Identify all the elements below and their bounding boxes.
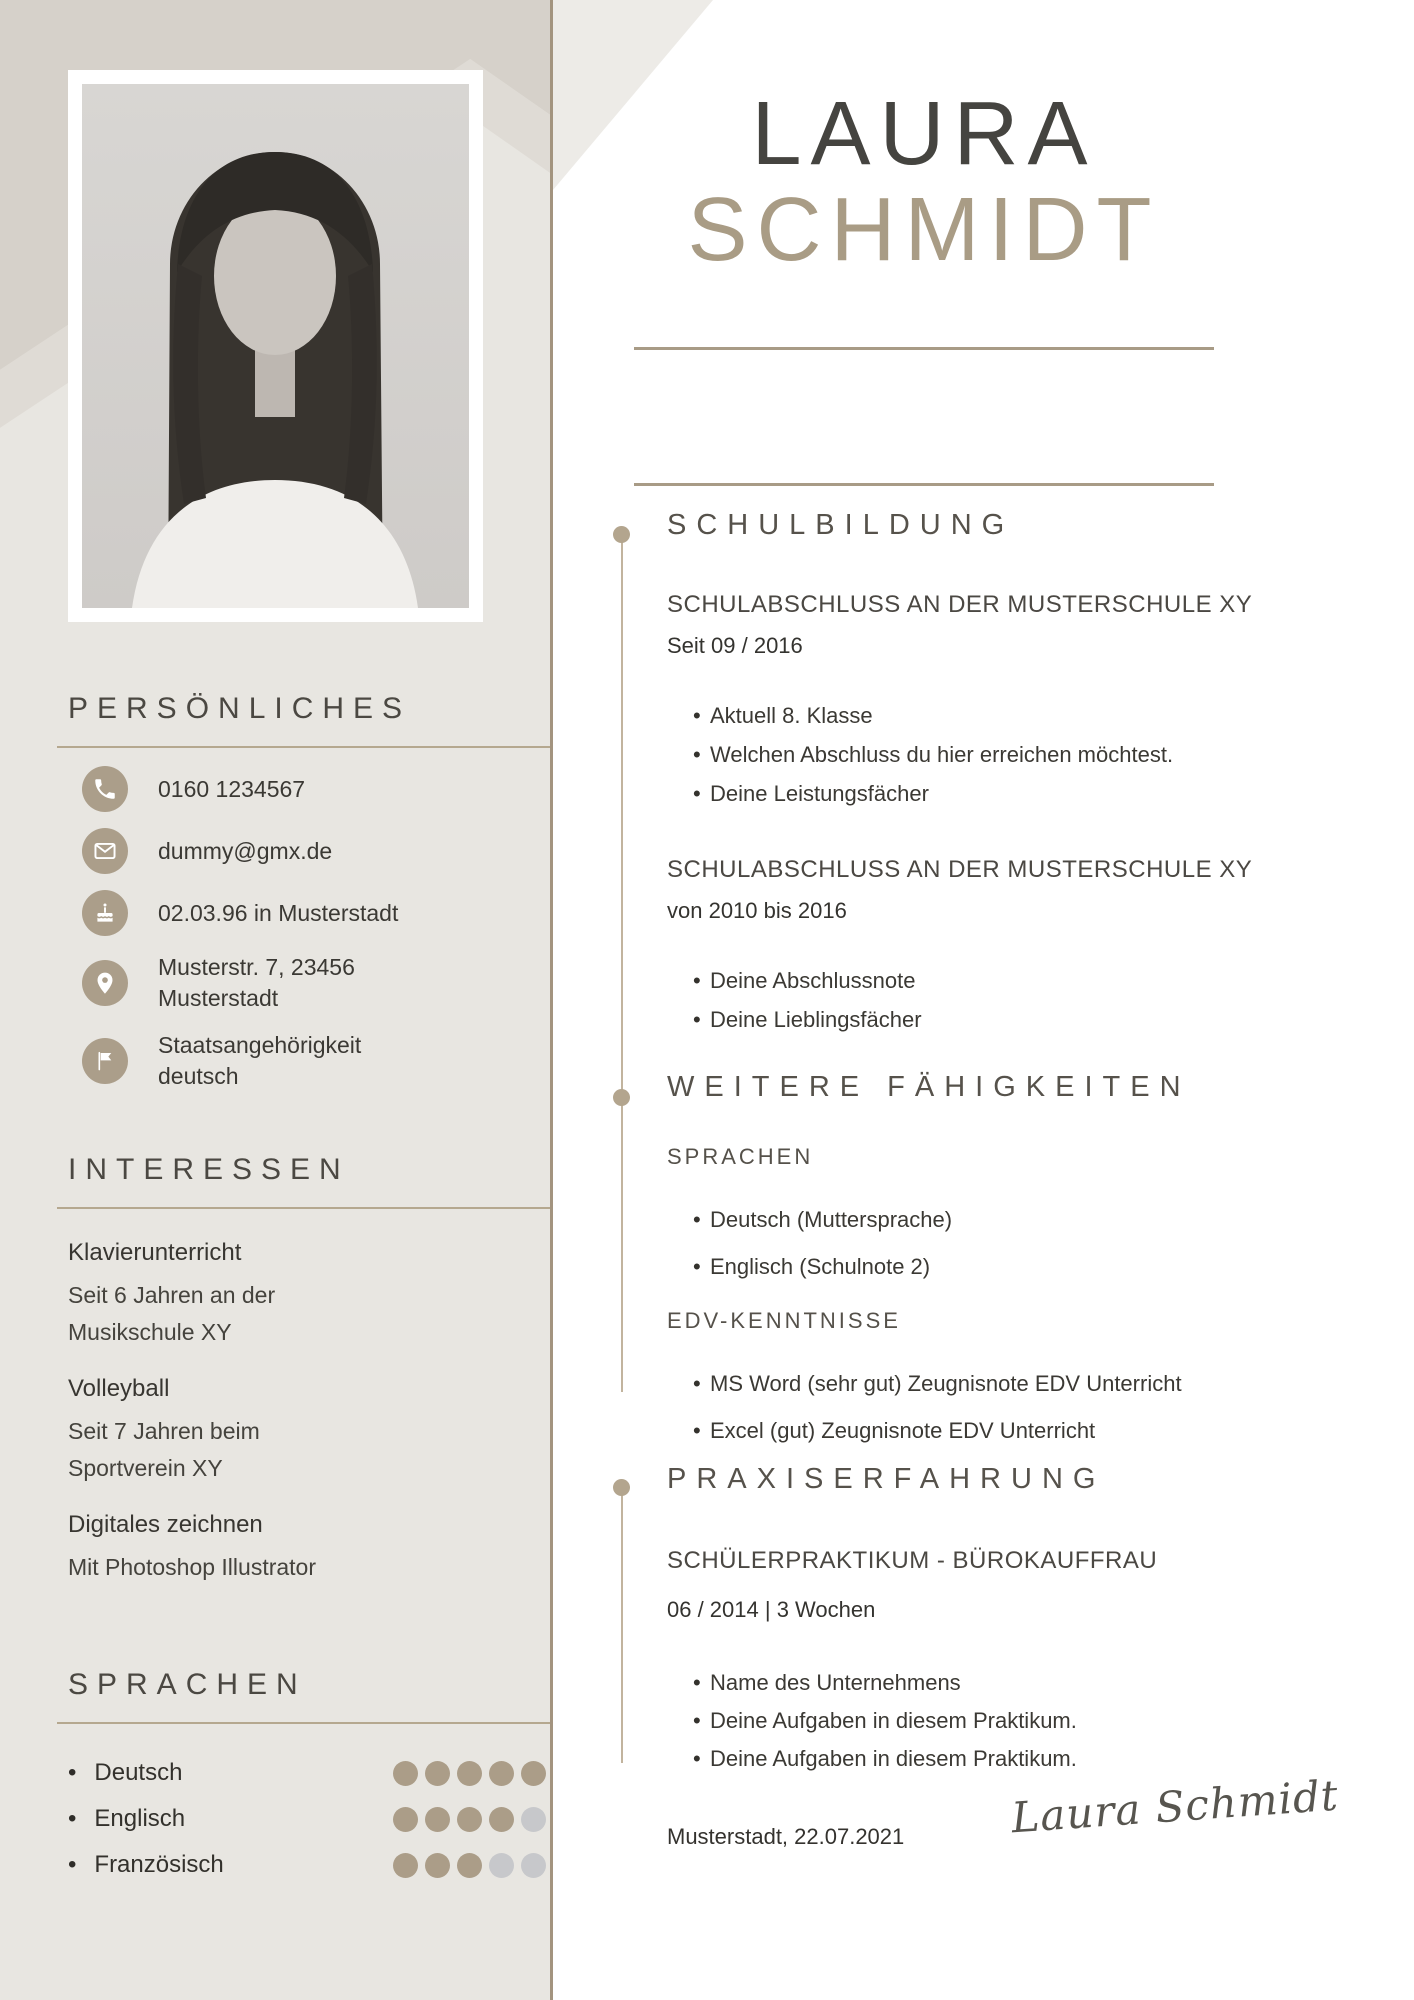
bullet-item: • Deine Aufgaben in diesem Praktikum. <box>667 1740 1307 1778</box>
contact-address-line2: Musterstadt <box>158 985 279 1011</box>
experience-title: PRAXISERFAHRUNG <box>667 1463 1106 1495</box>
rating-dot <box>457 1853 482 1878</box>
timeline-dot-skills <box>613 1089 630 1106</box>
entry-heading: SCHULABSCHLUSS AN DER MUSTERSCHULE XY <box>667 856 1253 883</box>
section-interests <box>57 1153 550 1610</box>
signature: Laura Schmidt <box>1009 1770 1341 1843</box>
language-rating <box>393 1853 546 1878</box>
language-row <box>68 1750 550 1796</box>
section-personal <box>57 692 550 1092</box>
contact-row-email <box>82 828 550 874</box>
birthday-cake-icon <box>82 890 128 936</box>
skills-title: WEITERE FÄHIGKEITEN <box>667 1071 1191 1103</box>
group-bullets <box>667 1196 1307 1290</box>
interest-desc <box>68 1277 550 1351</box>
entry-period: Seit 09 / 2016 <box>667 633 803 658</box>
contact-row-address <box>82 952 550 1014</box>
group-heading: EDV-KENNTNISSE <box>667 1308 901 1333</box>
interests-rule <box>57 1207 550 1209</box>
rating-dot <box>521 1853 546 1878</box>
languages-title: SPRACHEN <box>68 1668 307 1701</box>
language-row <box>68 1842 550 1888</box>
rating-dot <box>457 1761 482 1786</box>
language-rating <box>393 1807 546 1832</box>
vertical-divider-line <box>550 0 553 2000</box>
rating-dot <box>393 1853 418 1878</box>
bullet-item: • Deine Lieblingsfächer <box>667 1000 1307 1039</box>
bullet-item: • MS Word (sehr gut) Zeugnisnote EDV Unterricht <box>667 1360 1307 1407</box>
interest-desc-line1: Mit Photoshop Illustrator <box>68 1554 317 1580</box>
language-list <box>68 1750 550 1888</box>
bullet-item: • Deutsch (Muttersprache) <box>667 1196 1307 1243</box>
rating-dot <box>425 1761 450 1786</box>
timeline-line-2 <box>621 1487 623 1763</box>
interest-name: Klavierunterricht <box>68 1239 242 1266</box>
bullet-item: • Aktuell 8. Klasse <box>667 696 1307 735</box>
rating-dot <box>489 1807 514 1832</box>
flag-icon <box>82 1038 128 1084</box>
contact-nationality-line1: Staatsangehörigkeit <box>158 1032 362 1058</box>
bullet-marker: • <box>68 1851 77 1878</box>
bullet-item: • Welchen Abschluss du hier erreichen möchtest. <box>667 735 1307 774</box>
rating-dot <box>521 1807 546 1832</box>
section-languages <box>57 1668 550 1888</box>
interest-desc <box>68 1549 550 1586</box>
contact-email: dummy@gmx.de <box>158 837 333 864</box>
interest-desc-line1: Seit 6 Jahren an der <box>68 1282 276 1308</box>
contact-nationality-line2: deutsch <box>158 1063 239 1089</box>
contact-list <box>82 766 550 1092</box>
contact-address <box>158 952 355 1014</box>
interest-item <box>68 1239 550 1351</box>
interest-item <box>68 1511 550 1586</box>
interest-name: Digitales zeichnen <box>68 1511 263 1538</box>
contact-row-birthday <box>82 890 550 936</box>
section-skills <box>667 1070 1307 1454</box>
entry-bullets <box>667 696 1307 813</box>
language-label: Deutsch <box>94 1759 183 1786</box>
rating-dot <box>521 1761 546 1786</box>
location-pin-icon <box>82 960 128 1006</box>
interest-desc-line2: Musikschule XY <box>68 1319 232 1345</box>
rating-dot <box>457 1807 482 1832</box>
group-heading: SPRACHEN <box>667 1144 814 1169</box>
rating-dot <box>489 1853 514 1878</box>
bullet-marker: • <box>68 1805 77 1832</box>
name-underline-2 <box>634 483 1214 486</box>
name-block <box>634 86 1214 278</box>
group-bullets <box>667 1360 1307 1454</box>
portrait-illustration <box>82 84 469 608</box>
rating-dot <box>489 1761 514 1786</box>
phone-icon <box>82 766 128 812</box>
entry-bullets <box>667 1664 1307 1778</box>
personal-rule <box>57 746 550 748</box>
interests-title: INTERESSEN <box>68 1153 350 1186</box>
interest-desc-line2: Sportverein XY <box>68 1455 223 1481</box>
bullet-item: • Englisch (Schulnote 2) <box>667 1243 1307 1290</box>
bullet-item: • Deine Abschlussnote <box>667 961 1307 1000</box>
portrait-photo <box>68 70 483 622</box>
bullet-marker: • <box>68 1759 77 1786</box>
interest-name: Volleyball <box>68 1375 170 1402</box>
bullet-item: • Excel (gut) Zeugnisnote EDV Unterricht <box>667 1407 1307 1454</box>
name-underline-1 <box>634 347 1214 350</box>
last-name: SCHMIDT <box>687 180 1161 280</box>
rating-dot <box>425 1853 450 1878</box>
language-row <box>68 1796 550 1842</box>
section-experience <box>667 1462 1307 1778</box>
interest-desc-line1: Seit 7 Jahren beim <box>68 1418 260 1444</box>
entry-heading: SCHULABSCHLUSS AN DER MUSTERSCHULE XY <box>667 591 1253 618</box>
entry-heading: SCHÜLERPRAKTIKUM - BÜROKAUFFRAU <box>667 1547 1158 1574</box>
timeline-dot-experience <box>613 1479 630 1496</box>
bullet-item: • Deine Leistungsfächer <box>667 774 1307 813</box>
rating-dot <box>425 1807 450 1832</box>
entry-period: 06 / 2014 | 3 Wochen <box>667 1597 876 1622</box>
contact-row-phone <box>82 766 550 812</box>
language-label: Englisch <box>94 1805 186 1832</box>
languages-rule <box>57 1722 550 1724</box>
interest-desc <box>68 1413 550 1487</box>
rating-dot <box>393 1761 418 1786</box>
first-name: LAURA <box>751 84 1097 184</box>
timeline-dot-education <box>613 526 630 543</box>
personal-title: PERSÖNLICHES <box>68 692 412 725</box>
entry-period: von 2010 bis 2016 <box>667 898 847 923</box>
contact-birthday: 02.03.96 in Musterstadt <box>158 899 399 926</box>
footer-place-date: Musterstadt, 22.07.2021 <box>667 1824 905 1849</box>
timeline-line-1 <box>621 534 623 1392</box>
bullet-item: • Deine Aufgaben in diesem Praktikum. <box>667 1702 1307 1740</box>
contact-row-nationality <box>82 1030 550 1092</box>
language-label: Französisch <box>94 1851 224 1878</box>
education-title: SCHULBILDUNG <box>667 509 1015 541</box>
entry-bullets <box>667 961 1307 1039</box>
language-rating <box>393 1761 546 1786</box>
section-education <box>667 508 1307 1039</box>
bullet-item: • Name des Unternehmens <box>667 1664 1307 1702</box>
interest-item <box>68 1375 550 1487</box>
interest-list <box>68 1239 550 1586</box>
rating-dot <box>393 1807 418 1832</box>
contact-phone: 0160 1234567 <box>158 775 306 802</box>
contact-nationality <box>158 1030 361 1092</box>
email-icon <box>82 828 128 874</box>
contact-address-line1: Musterstr. 7, 23456 <box>158 954 355 980</box>
